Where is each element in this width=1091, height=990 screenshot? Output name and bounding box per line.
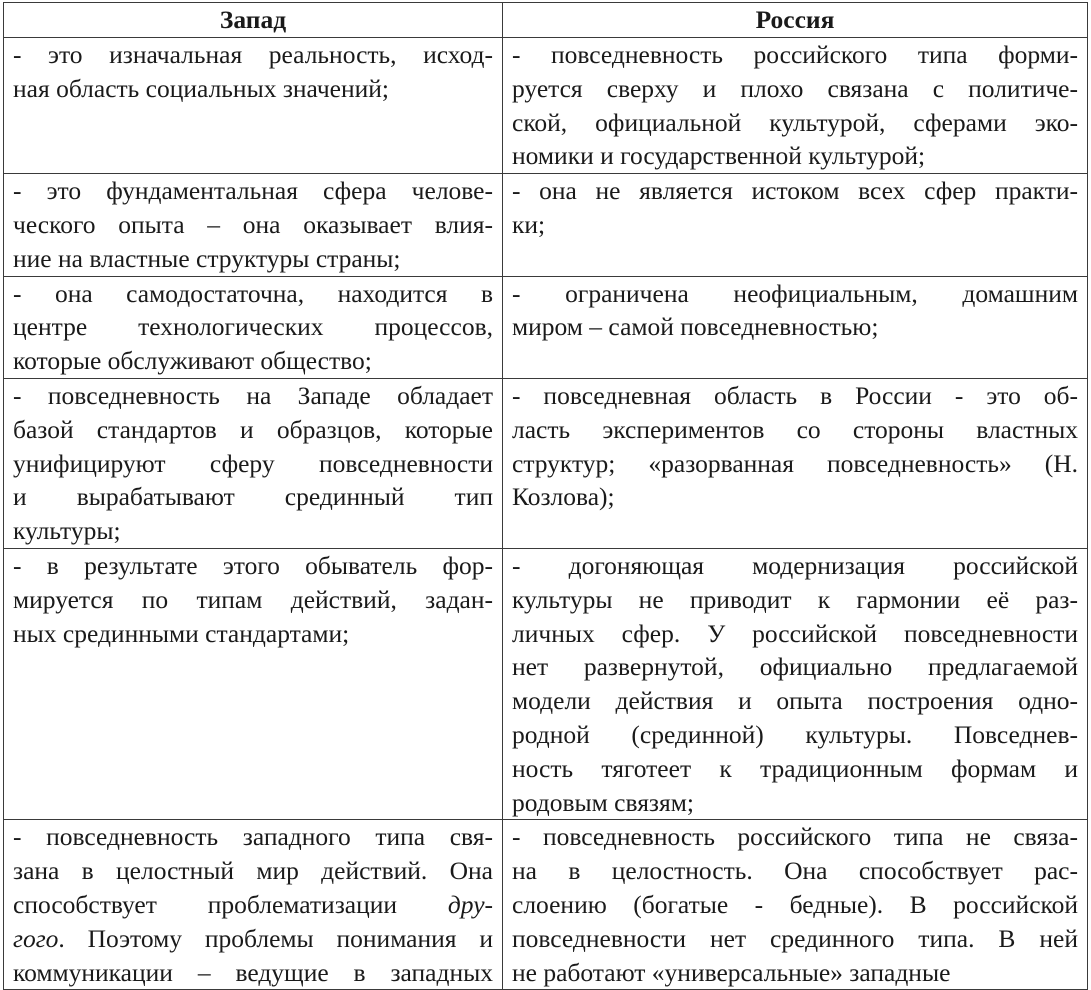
cell-west: - повседневность западного типа свя- зана в целостный мир действий. Она способствует проблематизации дру- гого. Поэтому проблемы понимания и коммуникации – ведущие в западных: [4, 820, 503, 990]
cell-west: - это изначальная реальность, исход- ная область социальных значений;: [4, 38, 503, 174]
table-row: [4, 820, 1088, 990]
table-row: [4, 548, 1088, 819]
cell-russia: - повседневность российского типа форми- руется сверху и плохо связана с политиче- ской, официальной культурой, сферами эко- номики и государственной культурой;: [503, 38, 1088, 174]
cell-russia: - ограничена неофициальным, домашним миром – самой повседневностью;: [503, 276, 1088, 378]
cell-russia: - она не является истоком всех сфер практи- ки;: [503, 174, 1088, 276]
table-row: [4, 174, 1088, 276]
comparison-table: [3, 2, 1088, 990]
cell-west: - она самодостаточна, находится в центре технологических процессов, которые обслуживают общество;: [4, 276, 503, 378]
table-row: [4, 276, 1088, 378]
cell-russia: - повседневная область в России - это об- ласть экспериментов со стороны властных структур; «разорванная повседневность» (Н. Козлова);: [503, 378, 1088, 548]
table-row: [4, 38, 1088, 174]
header-west: Запад: [4, 3, 503, 38]
header-russia: Россия: [503, 3, 1088, 38]
cell-russia: - догоняющая модернизация российской культуры не приводит к гармонии её раз- личных сфер. У российской повседневности нет развернутой, официально предлагаемой модели действия и опыта построения одно- родной (срединной) культуры. Повседнев- ность тяготеет к традиционным формам и родовым связям;: [503, 548, 1088, 819]
cell-west: - это фундаментальная сфера челове- ческого опыта – она оказывает влия- ние на властные структуры страны;: [4, 174, 503, 276]
table-row: [4, 378, 1088, 548]
header-row: [4, 3, 1088, 38]
cell-west: - в результате этого обыватель фор- мируется по типам действий, задан- ных срединными стандартами;: [4, 548, 503, 819]
cell-russia: - повседневность российского типа не связа- на в целостность. Она способствует рас- слоению (богатые - бедные). В российской повседневности нет срединного типа. В ней не работают «универсальные» западные: [503, 820, 1088, 990]
cell-west: - повседневность на Западе обладает базой стандартов и образцов, которые унифицируют сферу повседневности и вырабатывают срединный тип культуры;: [4, 378, 503, 548]
